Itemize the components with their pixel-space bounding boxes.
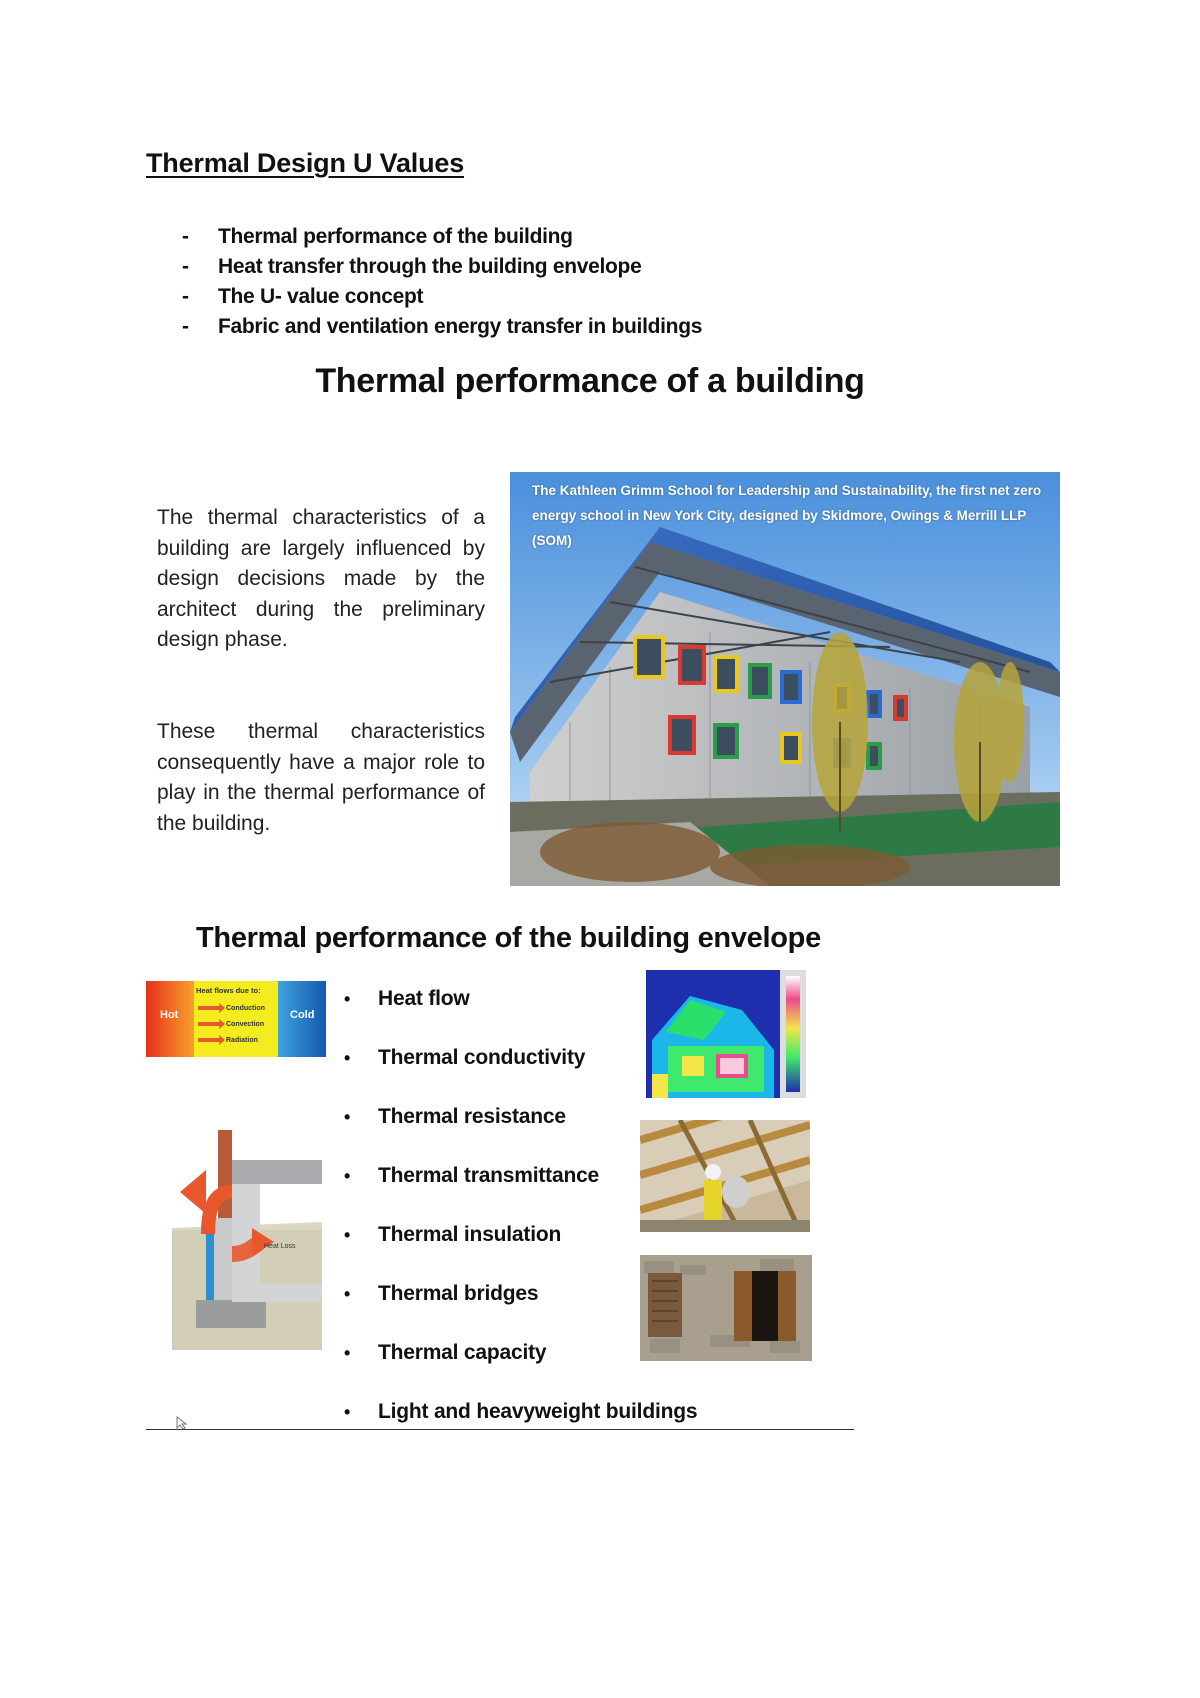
hot-label: Hot — [160, 1009, 179, 1021]
intro-item — [182, 222, 702, 252]
slide-title: Thermal performance of the building envelope — [196, 922, 821, 954]
bullet-marker: • — [344, 1048, 351, 1068]
intro-item — [182, 252, 702, 282]
envelope-topic — [344, 984, 697, 1043]
bullet-marker: • — [344, 1225, 351, 1245]
envelope-topic-text: Thermal bridges — [378, 1282, 539, 1305]
heat-flow-mode: Radiation — [198, 1037, 258, 1044]
school-building-photo — [510, 472, 1060, 886]
intro-item — [182, 282, 702, 312]
bullet-marker: • — [344, 1402, 351, 1422]
document-title: Thermal Design U Values — [146, 148, 465, 178]
intro-item-text: Thermal performance of the building — [218, 225, 573, 248]
intro-item-text: Fabric and ventilation energy transfer in buildings — [218, 315, 703, 338]
photo-caption: The Kathleen Grimm School for Leadership and Sustainability, the first net zero energy school in New York City, designed by Skidmore, Owings & Merrill LLP (SOM) — [532, 483, 1042, 548]
bullet-marker: • — [344, 1284, 351, 1304]
slide-paragraph: These thermal characteristics consequently have a major role to play in the thermal performance of the building. — [157, 720, 485, 835]
heat-flow-modes — [194, 981, 278, 1057]
facade-illustration — [640, 1255, 812, 1361]
heat-loss-label: Heat Loss — [264, 1243, 296, 1250]
envelope-topic-text: Thermal resistance — [378, 1105, 566, 1128]
heat-flow-diagram — [146, 981, 326, 1057]
dash-marker: - — [182, 315, 189, 338]
intro-item-text: The U- value concept — [218, 285, 424, 308]
foundation-heat-loss-diagram — [172, 1130, 322, 1350]
bullet-marker: • — [344, 989, 351, 1009]
dash-marker: - — [182, 225, 189, 248]
attic-insulation-photo — [640, 1120, 810, 1232]
slide-bottom-rule — [146, 1429, 854, 1430]
dash-marker: - — [182, 255, 189, 278]
intro-item-text: Heat transfer through the building envelope — [218, 255, 642, 278]
dash-marker: - — [182, 285, 189, 308]
hot-zone — [146, 981, 194, 1057]
envelope-topic-text: Thermal conductivity — [378, 1046, 586, 1069]
foundation-illustration — [172, 1130, 322, 1350]
slide-title: Thermal performance of a building — [315, 362, 865, 400]
bullet-marker: • — [344, 1166, 351, 1186]
envelope-topic-text: Thermal insulation — [378, 1223, 562, 1246]
intro-item — [182, 312, 702, 342]
cold-zone — [278, 981, 326, 1057]
attic-illustration — [640, 1120, 810, 1232]
envelope-topic-text: Thermal transmittance — [378, 1164, 600, 1187]
stone-facade-photo — [640, 1255, 812, 1361]
cold-label: Cold — [290, 1009, 315, 1021]
envelope-topic — [344, 1043, 697, 1102]
thermal-image-house — [646, 970, 806, 1098]
envelope-topic-text: Heat flow — [378, 987, 470, 1010]
bullet-marker: • — [344, 1107, 351, 1127]
envelope-topic-text: Thermal capacity — [378, 1341, 547, 1364]
bullet-marker: • — [344, 1343, 351, 1363]
thermal-house-illustration — [646, 970, 806, 1098]
envelope-topic-text: Light and heavyweight buildings — [378, 1400, 698, 1423]
envelope-topic — [344, 1397, 697, 1456]
heat-flow-heading: Heat flows due to: — [196, 986, 261, 995]
heat-flow-mode: Convection — [198, 1021, 264, 1028]
heat-flow-mode: Conduction — [198, 1005, 265, 1012]
cursor-icon — [176, 1416, 188, 1430]
intro-list — [182, 222, 702, 342]
slide-paragraph: The thermal characteristics of a building are largely influenced by design decisions made by the architect during the preliminary design phase. — [157, 506, 485, 651]
